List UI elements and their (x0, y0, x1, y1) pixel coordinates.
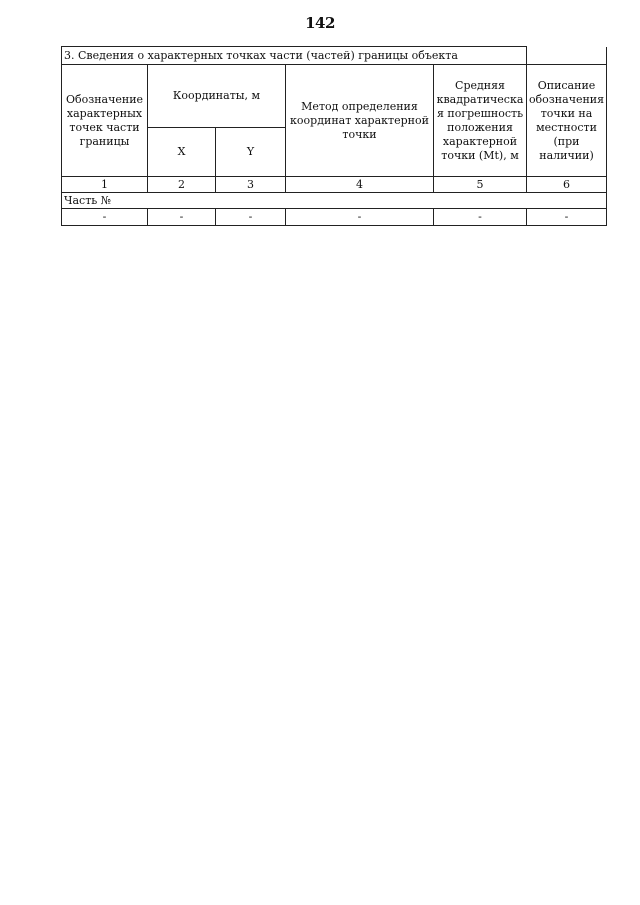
section-title-gap (527, 47, 607, 65)
part-row (62, 193, 607, 209)
header-mean-error: Средняя квадратическая погрешность положения характерной точки (Mt), м (434, 65, 527, 177)
section-title: 3. Сведения о характерных точках части (частей) границы объекта (62, 47, 527, 65)
header-method: Метод определения координат характерной точки (286, 65, 434, 177)
section-title-row (62, 47, 607, 65)
boundary-points-table (61, 46, 607, 226)
table-cell: - (62, 209, 148, 226)
page-number: 142 (305, 14, 335, 32)
header-point-designation: Обозначение характерных точек части границы (62, 65, 148, 177)
header-description: Описание обозначения точки на местности (при наличии) (527, 65, 607, 177)
table-cell: - (527, 209, 607, 226)
column-number: 5 (434, 177, 527, 193)
header-coordinates: Координаты, м (148, 65, 286, 128)
table-cell: - (434, 209, 527, 226)
column-number: 3 (216, 177, 286, 193)
table-cell: - (216, 209, 286, 226)
column-number: 1 (62, 177, 148, 193)
column-number: 6 (527, 177, 607, 193)
column-number: 2 (148, 177, 216, 193)
column-number-row (62, 177, 607, 193)
header-row-main (62, 65, 607, 128)
part-label: Часть № (62, 193, 607, 209)
header-x: X (148, 128, 216, 177)
table-cell: - (148, 209, 216, 226)
table-cell: - (286, 209, 434, 226)
header-y: Y (216, 128, 286, 177)
table-row (62, 209, 607, 226)
column-number: 4 (286, 177, 434, 193)
